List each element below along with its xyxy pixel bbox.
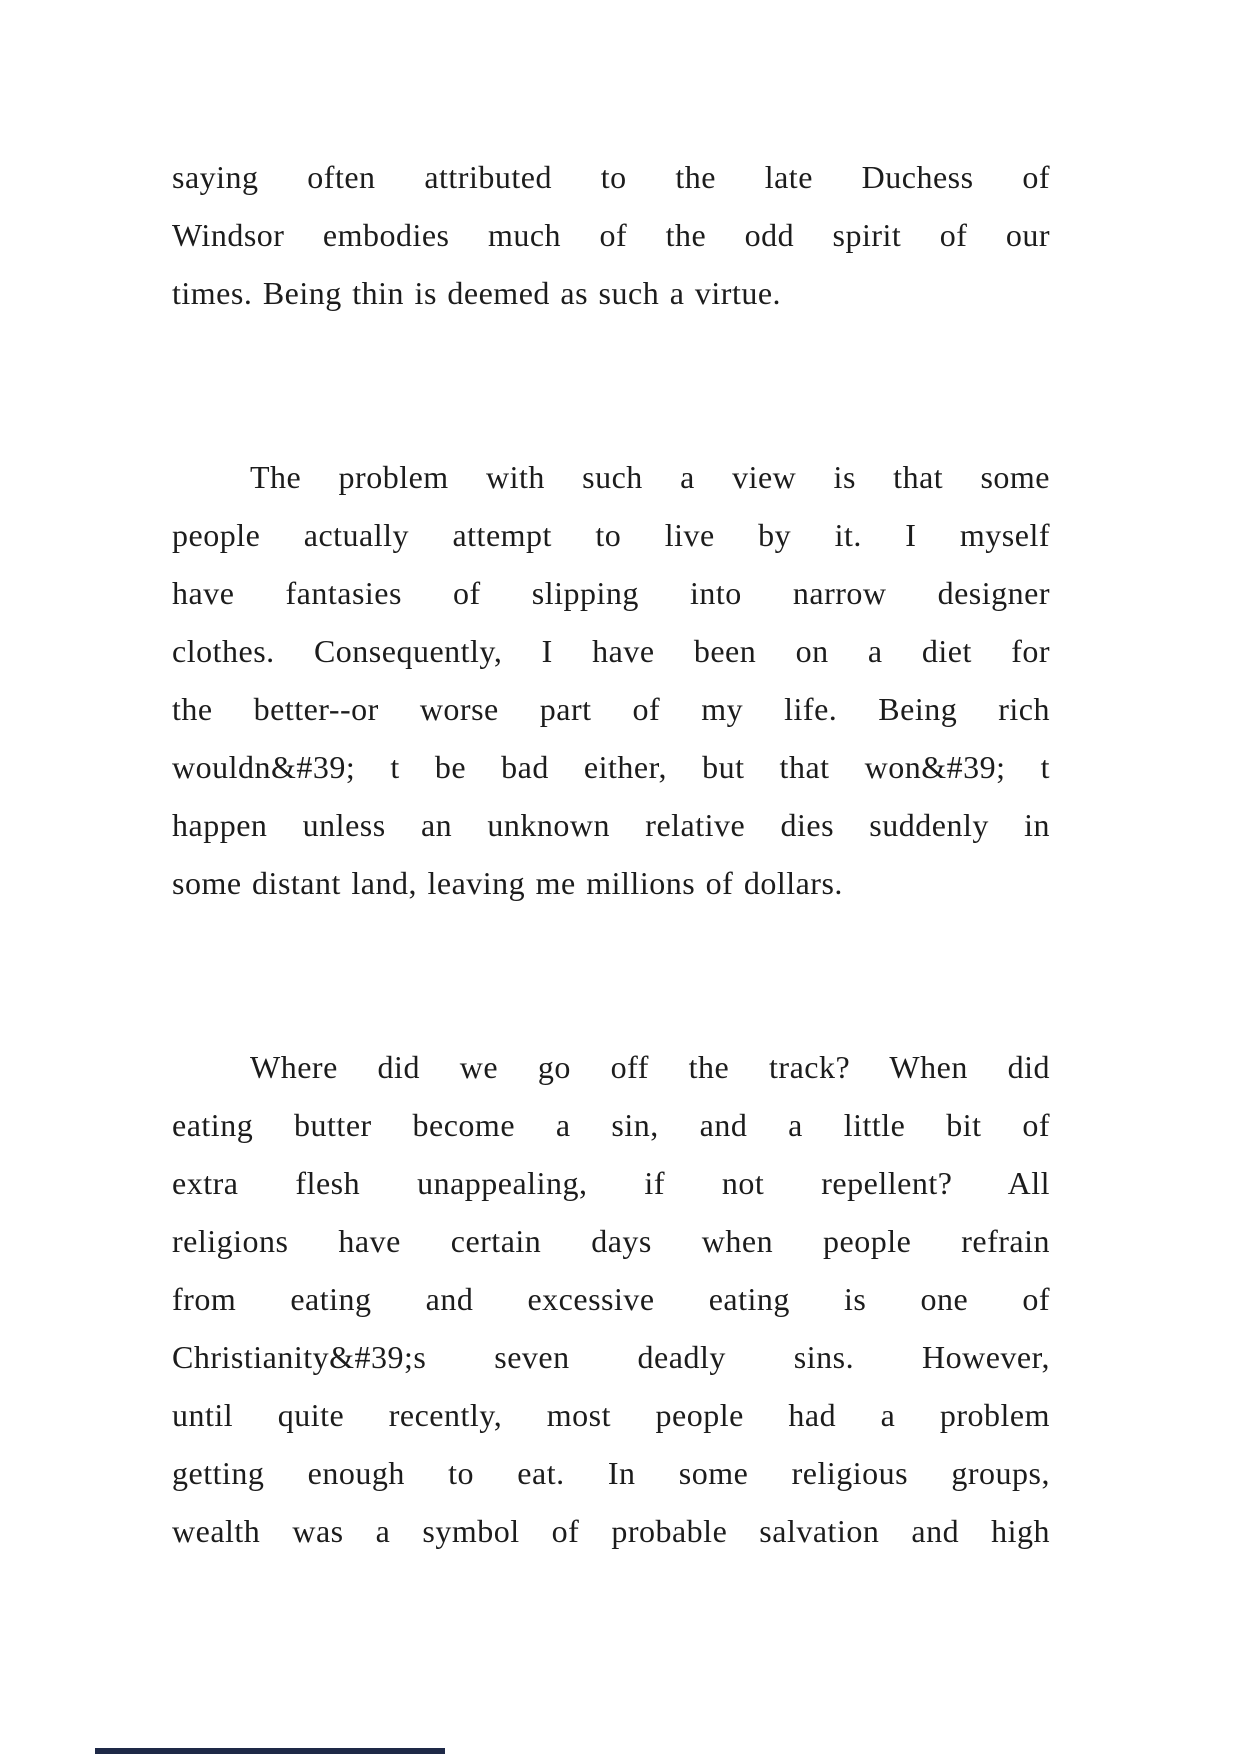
text-line: have fantasies of slipping into narrow designer	[172, 575, 1050, 611]
text-line: getting enough to eat. In some religious groups,	[172, 1455, 1050, 1491]
paragraph	[172, 148, 1050, 322]
text-line: the better--or worse part of my life. Being rich	[172, 691, 1050, 727]
paragraph	[172, 1038, 1050, 1560]
paragraph	[172, 448, 1050, 912]
text-line: from eating and excessive eating is one of	[172, 1281, 1050, 1317]
text-line: Christianity&#39;s seven deadly sins. However,	[172, 1339, 1050, 1375]
text-line: wouldn&#39; t be bad either, but that won&#39; t	[172, 749, 1050, 785]
text-line: until quite recently, most people had a problem	[172, 1397, 1050, 1433]
text-line: Windsor embodies much of the odd spirit of our	[172, 217, 1050, 253]
text-line: The problem with such a view is that some	[250, 459, 1050, 495]
text-line: extra flesh unappealing, if not repellent? All	[172, 1165, 1050, 1201]
text-line: eating butter become a sin, and a little bit of	[172, 1107, 1050, 1143]
text-line: some distant land, leaving me millions of dollars.	[172, 865, 843, 901]
text-line: Where did we go off the track? When did	[250, 1049, 1050, 1085]
text-line: saying often attributed to the late Duchess of	[172, 159, 1050, 195]
bottom-edge-bar	[95, 1748, 445, 1754]
text-line: happen unless an unknown relative dies suddenly in	[172, 807, 1050, 843]
text-line: times. Being thin is deemed as such a virtue.	[172, 275, 782, 311]
text-line: religions have certain days when people refrain	[172, 1223, 1050, 1259]
text-line: wealth was a symbol of probable salvation and high	[172, 1513, 1050, 1549]
text-line: clothes. Consequently, I have been on a diet for	[172, 633, 1050, 669]
document-body	[172, 148, 1050, 1560]
text-line: people actually attempt to live by it. I myself	[172, 517, 1050, 553]
